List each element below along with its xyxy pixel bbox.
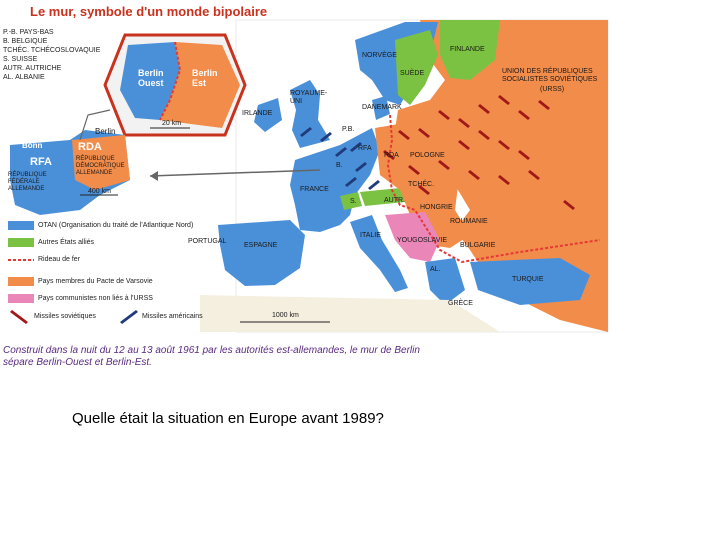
label-hongrie: HONGRIE — [420, 204, 453, 211]
legend-swatch-allied — [8, 238, 34, 247]
label-norvege: NORVÈGE — [362, 52, 397, 59]
berlin-inset-scale: 20 km — [162, 120, 182, 127]
label-portugal: PORTUGAL — [188, 238, 227, 245]
label-royaume-uni: ROYAUME-UNI — [290, 90, 328, 105]
label-italie: ITALIE — [360, 232, 381, 239]
label-b: B. — [336, 162, 343, 169]
label-bulgarie: BULGARIE — [460, 242, 496, 249]
label-rfa: RFA — [358, 145, 372, 152]
label-urss: UNION DES RÉPUBLIQUES SOCIALISTES SOVIÉTIQUES — [502, 68, 598, 83]
rfa-full-label: RÉPUBLIQUE FÉDÉRALE ALLEMANDE — [8, 172, 47, 192]
legend-swatch-nonaligned — [8, 294, 34, 303]
legend-soviet-missiles: Missiles soviétiques — [34, 313, 96, 320]
label-france: FRANCE — [300, 186, 329, 193]
legend-iron-curtain: Rideau de fer — [38, 256, 81, 263]
label-urss-abbr: (URSS) — [540, 86, 565, 93]
abbreviation-item: S. SUISSE — [3, 56, 38, 63]
abbreviation-item: AUTR. AUTRICHE — [3, 65, 62, 72]
label-irlande: IRLANDE — [242, 110, 273, 117]
question-text: Quelle était la situation en Europe avant 1989? — [72, 410, 384, 427]
label-roumanie: ROUMANIE — [450, 218, 488, 225]
abbreviation-item: P.-B. PAYS-BAS — [3, 29, 54, 36]
legend-swatch-warsaw — [8, 277, 34, 286]
legend-nonaligned: Pays communistes non liés à l'URSS — [38, 295, 153, 302]
label-s: S. — [350, 198, 357, 205]
abbreviation-item: AL. ALBANIE — [3, 74, 45, 81]
label-finlande: FINLANDE — [450, 46, 485, 53]
label-yougoslavie: YOUGOSLAVIE — [397, 237, 448, 244]
label-danemark: DANEMARK — [362, 104, 402, 111]
label-suede: SUÈDE — [400, 70, 425, 77]
berlin-est-label: Berlin Est — [192, 68, 218, 88]
label-pb: P.B. — [342, 126, 355, 133]
legend-nato: OTAN (Organisation du traité de l'Atlantique Nord) — [38, 222, 194, 229]
bonn-label: Bonn — [22, 141, 43, 150]
label-autr: AUTR. — [384, 197, 405, 204]
map-caption: Construit dans la nuit du 12 au 13 août 1961 par les autorités est-allemandes, le mur de Berlin sépare Berlin-Ouest et Berlin-Est. — [3, 345, 420, 368]
label-espagne: ESPAGNE — [244, 242, 278, 249]
map-scale: 1000 km — [272, 312, 299, 319]
berlin-ouest-label: Berlin Ouest — [138, 68, 164, 88]
berlin-label: Berlin — [95, 127, 116, 136]
abbreviation-item: B. BELGIQUE — [3, 38, 48, 45]
legend-allied: Autres États alliés — [38, 239, 95, 246]
map-title: Le mur, symbole d'un monde bipolaire — [30, 4, 268, 19]
germany-inset-scale: 400 km — [88, 188, 111, 195]
label-rda: RDA — [384, 152, 399, 159]
rfa-inset-label: RFA — [30, 156, 52, 168]
rda-full-label: RÉPUBLIQUE DÉMOCRATIQUE ALLEMANDE — [76, 156, 125, 176]
label-al: AL. — [430, 266, 441, 273]
label-grece: GRÈCE — [448, 300, 473, 307]
abbreviation-item: TCHÉC. TCHÉCOSLOVAQUIE — [3, 47, 101, 54]
label-tchec: TCHÉC. — [408, 181, 435, 188]
legend-swatch-nato — [8, 221, 34, 230]
legend-american-missiles: Missiles américains — [142, 313, 203, 320]
label-pologne: POLOGNE — [410, 152, 445, 159]
legend-warsaw: Pays membres du Pacte de Varsovie — [38, 278, 153, 285]
label-turquie: TURQUIE — [512, 276, 544, 283]
rda-inset-label: RDA — [78, 141, 102, 153]
